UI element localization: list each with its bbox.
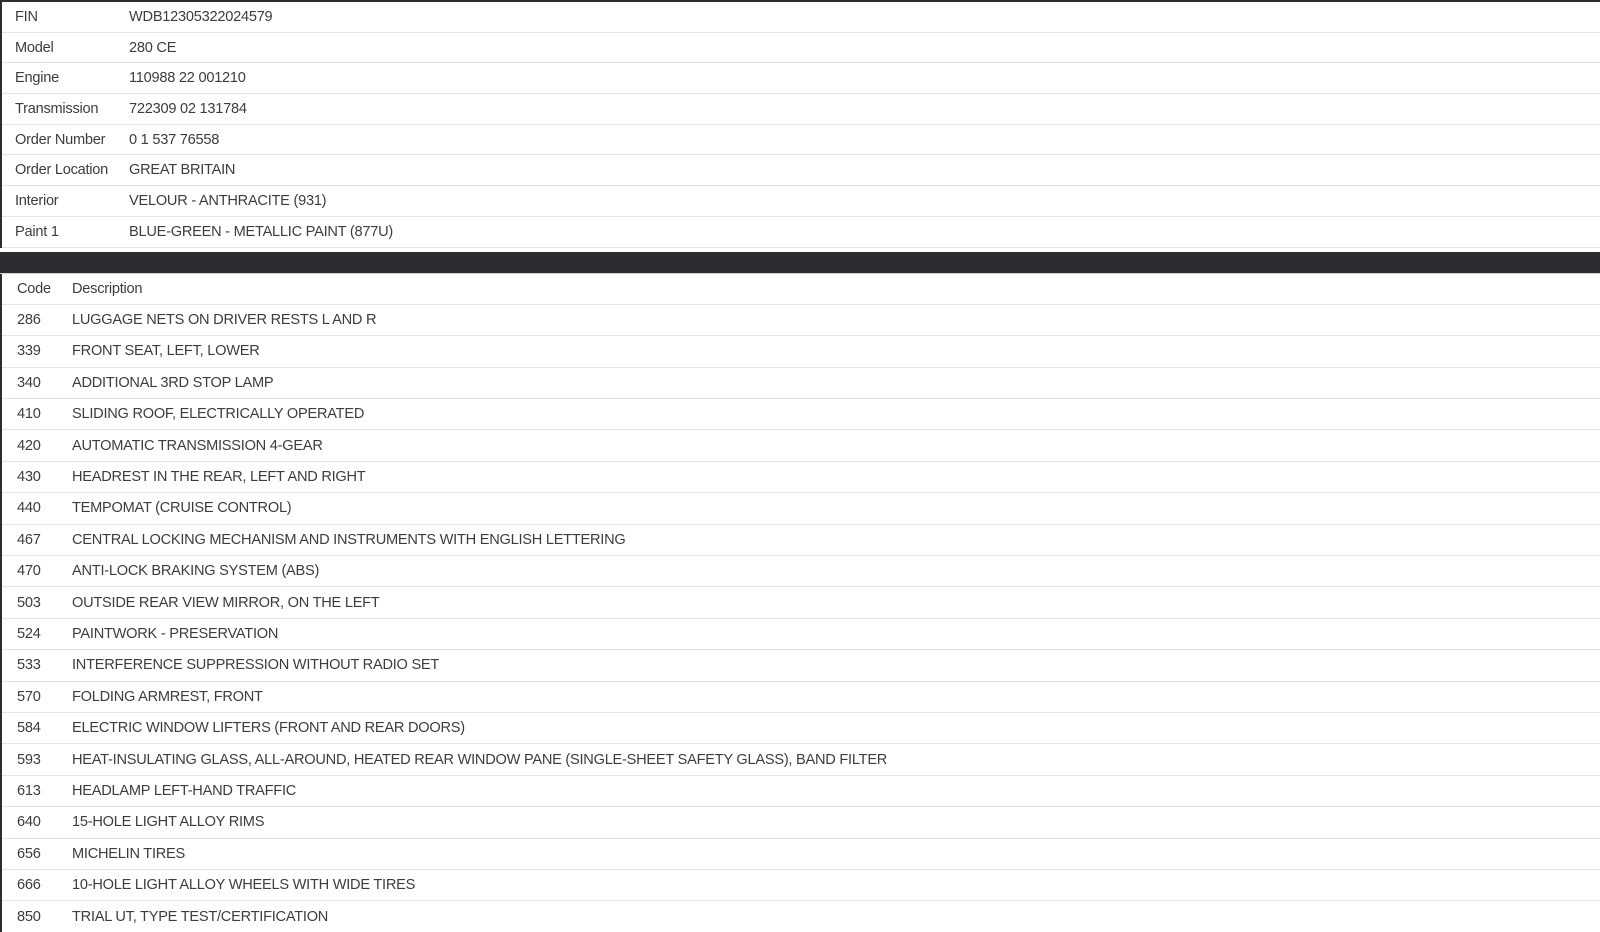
option-row	[2, 556, 1600, 587]
vehicle-info-table	[0, 0, 1600, 248]
option-row	[2, 462, 1600, 493]
option-description: FRONT SEAT, LEFT, LOWER	[72, 343, 260, 360]
option-description: 10-HOLE LIGHT ALLOY WHEELS WITH WIDE TIRES	[72, 877, 416, 894]
option-code: 339	[17, 343, 41, 360]
info-label: FIN	[15, 8, 38, 25]
option-row	[2, 839, 1600, 870]
option-description: HEADLAMP LEFT-HAND TRAFFIC	[72, 782, 297, 799]
option-code: 440	[17, 500, 41, 517]
option-code: 656	[17, 845, 41, 862]
option-row	[2, 305, 1600, 336]
option-code: 286	[17, 312, 41, 329]
option-row	[2, 493, 1600, 524]
option-description: 15-HOLE LIGHT ALLOY RIMS	[72, 814, 265, 831]
option-code: 420	[17, 437, 41, 454]
info-value: GREAT BRITAIN	[129, 162, 236, 179]
option-description: ADDITIONAL 3RD STOP LAMP	[72, 374, 274, 391]
option-code: 467	[17, 531, 41, 548]
info-label: Order Location	[15, 162, 109, 179]
option-description: HEADREST IN THE REAR, LEFT AND RIGHT	[72, 469, 366, 486]
info-row	[2, 63, 1600, 94]
option-description: OUTSIDE REAR VIEW MIRROR, ON THE LEFT	[72, 594, 380, 611]
option-code: 584	[17, 720, 41, 737]
info-label: Transmission	[15, 100, 99, 117]
option-row	[2, 650, 1600, 681]
option-description: ANTI-LOCK BRAKING SYSTEM (ABS)	[72, 563, 320, 580]
option-code: 410	[17, 406, 41, 423]
option-row	[2, 776, 1600, 807]
option-row	[2, 682, 1600, 713]
option-rows-container	[2, 305, 1600, 932]
option-code: 524	[17, 625, 41, 642]
info-label: Model	[15, 39, 54, 56]
option-description: AUTOMATIC TRANSMISSION 4-GEAR	[72, 437, 323, 454]
option-codes-table	[0, 274, 1600, 932]
info-row	[2, 186, 1600, 217]
info-row	[2, 33, 1600, 64]
code-column-header: Code	[17, 280, 51, 297]
info-row	[2, 94, 1600, 125]
info-value: 0 1 537 76558	[129, 131, 220, 148]
option-description: INTERFERENCE SUPPRESSION WITHOUT RADIO SET	[72, 657, 440, 674]
option-row	[2, 870, 1600, 901]
info-label: Engine	[15, 70, 59, 87]
option-description: FOLDING ARMREST, FRONT	[72, 688, 263, 705]
option-row	[2, 901, 1600, 932]
option-description: MICHELIN TIRES	[72, 845, 186, 862]
info-row	[2, 217, 1600, 248]
option-code: 430	[17, 469, 41, 486]
option-code: 593	[17, 751, 41, 768]
option-row	[2, 744, 1600, 775]
info-value: 110988 22 001210	[129, 70, 246, 87]
option-code: 470	[17, 563, 41, 580]
option-row	[2, 336, 1600, 367]
info-value: 722309 02 131784	[129, 100, 247, 117]
option-row	[2, 430, 1600, 461]
info-row	[2, 155, 1600, 186]
info-label: Interior	[15, 192, 59, 209]
option-row	[2, 399, 1600, 430]
option-description: SLIDING ROOF, ELECTRICALLY OPERATED	[72, 406, 365, 423]
option-row	[2, 525, 1600, 556]
option-code: 666	[17, 877, 41, 894]
option-description: TRIAL UT, TYPE TEST/CERTIFICATION	[72, 908, 329, 925]
info-row	[2, 2, 1600, 33]
info-label: Paint 1	[15, 223, 59, 240]
info-value: WDB12305322024579	[129, 8, 273, 25]
option-row	[2, 368, 1600, 399]
option-description: ELECTRIC WINDOW LIFTERS (FRONT AND REAR DOORS)	[72, 720, 465, 737]
section-divider-bar	[0, 252, 1600, 274]
option-code: 503	[17, 594, 41, 611]
info-label: Order Number	[15, 131, 106, 148]
option-code: 340	[17, 374, 41, 391]
option-code: 613	[17, 782, 41, 799]
option-description: PAINTWORK - PRESERVATION	[72, 625, 279, 642]
option-description: CENTRAL LOCKING MECHANISM AND INSTRUMENTS WITH ENGLISH LETTERING	[72, 531, 626, 548]
option-description: HEAT-INSULATING GLASS, ALL-AROUND, HEATED REAR WINDOW PANE (SINGLE-SHEET SAFETY GLASS), BAND FILTER	[72, 751, 888, 768]
info-value: 280 CE	[129, 39, 177, 56]
option-description: LUGGAGE NETS ON DRIVER RESTS L AND R	[72, 312, 377, 329]
option-row	[2, 713, 1600, 744]
option-row	[2, 587, 1600, 618]
option-row	[2, 807, 1600, 838]
info-row	[2, 125, 1600, 156]
description-column-header: Description	[72, 280, 143, 297]
option-code: 570	[17, 688, 41, 705]
info-value: BLUE-GREEN - METALLIC PAINT (877U)	[129, 223, 393, 240]
option-code: 533	[17, 657, 41, 674]
option-code: 640	[17, 814, 41, 831]
options-header-row	[2, 274, 1600, 305]
option-description: TEMPOMAT (CRUISE CONTROL)	[72, 500, 292, 517]
option-code: 850	[17, 908, 41, 925]
info-value: VELOUR - ANTHRACITE (931)	[129, 192, 327, 209]
option-row	[2, 619, 1600, 650]
